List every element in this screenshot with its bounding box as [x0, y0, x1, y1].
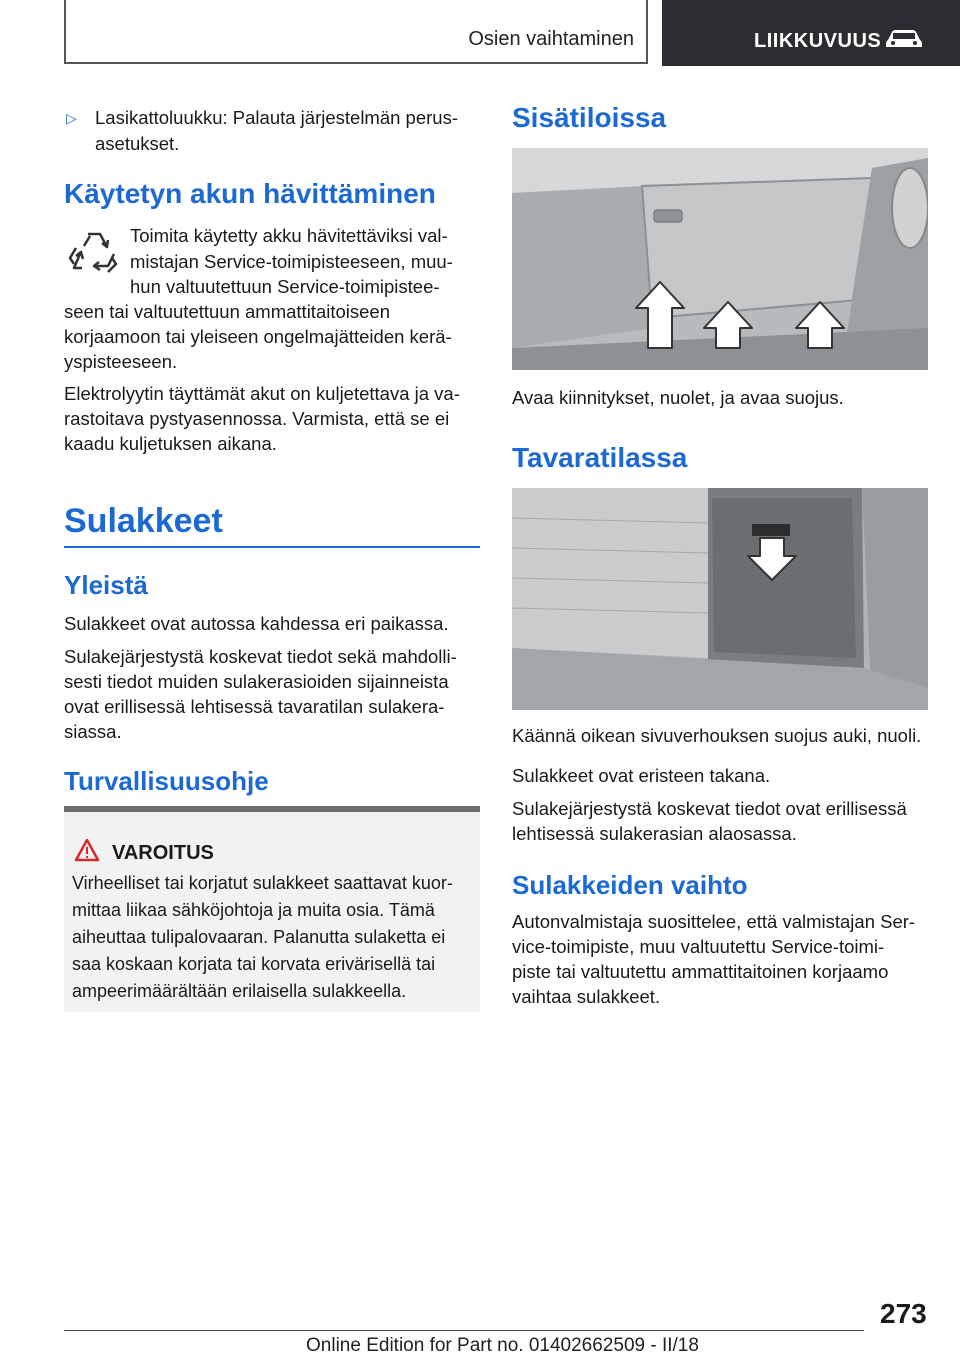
disposal2-line-3: kaadu kuljetuksen aikana. — [64, 433, 277, 454]
header-section-title: Osien vaihtaminen — [468, 28, 634, 50]
trunk-p1: Sulakkeet ovat eristeen takana. — [512, 765, 771, 786]
disposal-line-4: seen tai valtuutettuun ammattitaitoiseen — [64, 301, 390, 322]
warning-triangle-icon — [74, 838, 100, 862]
disposal-line-6: yspisteeseen. — [64, 351, 178, 372]
warning-box — [64, 806, 480, 1012]
replace-line-2: vice-toimipiste, muu valtuutettu Service-toimi‐ — [512, 936, 885, 957]
replace-heading: Sulakkeiden vaihto — [512, 870, 748, 900]
trunk-caption: Käännä oikean sivuverhouksen suojus auki, nuoli. — [512, 725, 922, 746]
header-section-box — [64, 0, 648, 64]
interior-caption: Avaa kiinnitykset, nuolet, ja avaa suojus. — [512, 387, 844, 408]
warning-text — [72, 870, 472, 1005]
page-number: 273 — [880, 1298, 927, 1329]
header-chapter-box — [662, 0, 960, 66]
bullet-line-2: asetukset. — [95, 133, 180, 154]
trunk-heading: Tavaratilassa — [512, 442, 688, 473]
disposal2-line-1: Elektrolyytin täyttämät akut on kuljetettava ja va‐ — [64, 383, 460, 404]
warning-line-3: aiheuttaa tulipalovaaran. Palanutta sulaketta ei — [72, 927, 446, 947]
disposal-line-5: korjaamoon tai yleiseen ongelmajätteiden kerä‐ — [64, 326, 452, 347]
general-p2-line-4: siassa. — [64, 721, 122, 742]
warning-title: VAROITUS — [112, 842, 214, 864]
warning-line-4: saa koskaan korjata tai korvata erivärisellä tai — [72, 954, 436, 974]
replace-line-1: Autonvalmistaja suosittelee, että valmistajan Ser‐ — [512, 911, 916, 932]
general-p1: Sulakkeet ovat autossa kahdessa eri paikassa. — [64, 613, 449, 634]
fuses-heading: Sulakkeet — [64, 502, 223, 540]
warning-line-2: mittaa liikaa sähköjohtoja ja muita osia. Tämä — [72, 900, 435, 920]
interior-heading: Sisätiloissa — [512, 102, 667, 133]
fuses-heading-rule — [64, 546, 480, 548]
disposal-line-1: Toimita käytetty akku hävitettäviksi val‐ — [130, 225, 448, 246]
general-p2-line-3: ovat erillisessä lehtisessä tavaratilan sulakera‐ — [64, 696, 445, 717]
footer-rule — [64, 1330, 864, 1331]
warning-line-1: Virheelliset tai korjatut sulakkeet saattavat kuor‐ — [72, 873, 453, 893]
disposal-line-3: hun valtuutettuun Service-toimipistee‐ — [130, 276, 440, 297]
replace-line-3: piste tai valtuutettu ammattitaitoinen korjaamo — [512, 961, 889, 982]
general-p2-line-2: sesti tiedot muiden sulakerasioiden sijainneista — [64, 671, 449, 692]
disposal-line-2: mistajan Service-toimipisteeseen, muu‐ — [130, 251, 453, 272]
general-p2-line-1: Sulakejärjestystä koskevat tiedot sekä mahdolli‐ — [64, 646, 457, 667]
safety-heading: Turvallisuusohje — [64, 766, 269, 796]
recycle-icon — [66, 228, 122, 278]
interior-fusebox-photo — [512, 148, 928, 370]
trunk-p2-line-2: lehtisessä sulakerasian alaosassa. — [512, 823, 797, 844]
trunk-p2-line-1: Sulakejärjestystä koskevat tiedot ovat erillisessä — [512, 798, 907, 819]
disposal2-line-2: rastoitava pystyasennossa. Varmista, että se ei — [64, 408, 450, 429]
bullet-line-1: Lasikattoluukku: Palauta järjestelmän perus‐ — [95, 107, 458, 128]
footer-edition: Online Edition for Part no. 01402662509 - II/18 — [306, 1335, 699, 1356]
car-icon — [884, 26, 924, 50]
replace-line-4: vaihtaa sulakkeet. — [512, 986, 661, 1007]
warning-line-5: ampeerimäärältään erilaisella sulakkeella. — [72, 981, 407, 1001]
disposal-heading: Käytetyn akun hävittäminen — [64, 178, 436, 209]
trunk-fusebox-photo — [512, 488, 928, 710]
general-heading: Yleistä — [64, 570, 148, 600]
bullet-triangle-icon: ▷ — [66, 110, 77, 126]
header-chapter-title: LIIKKUVUUS — [754, 30, 882, 52]
